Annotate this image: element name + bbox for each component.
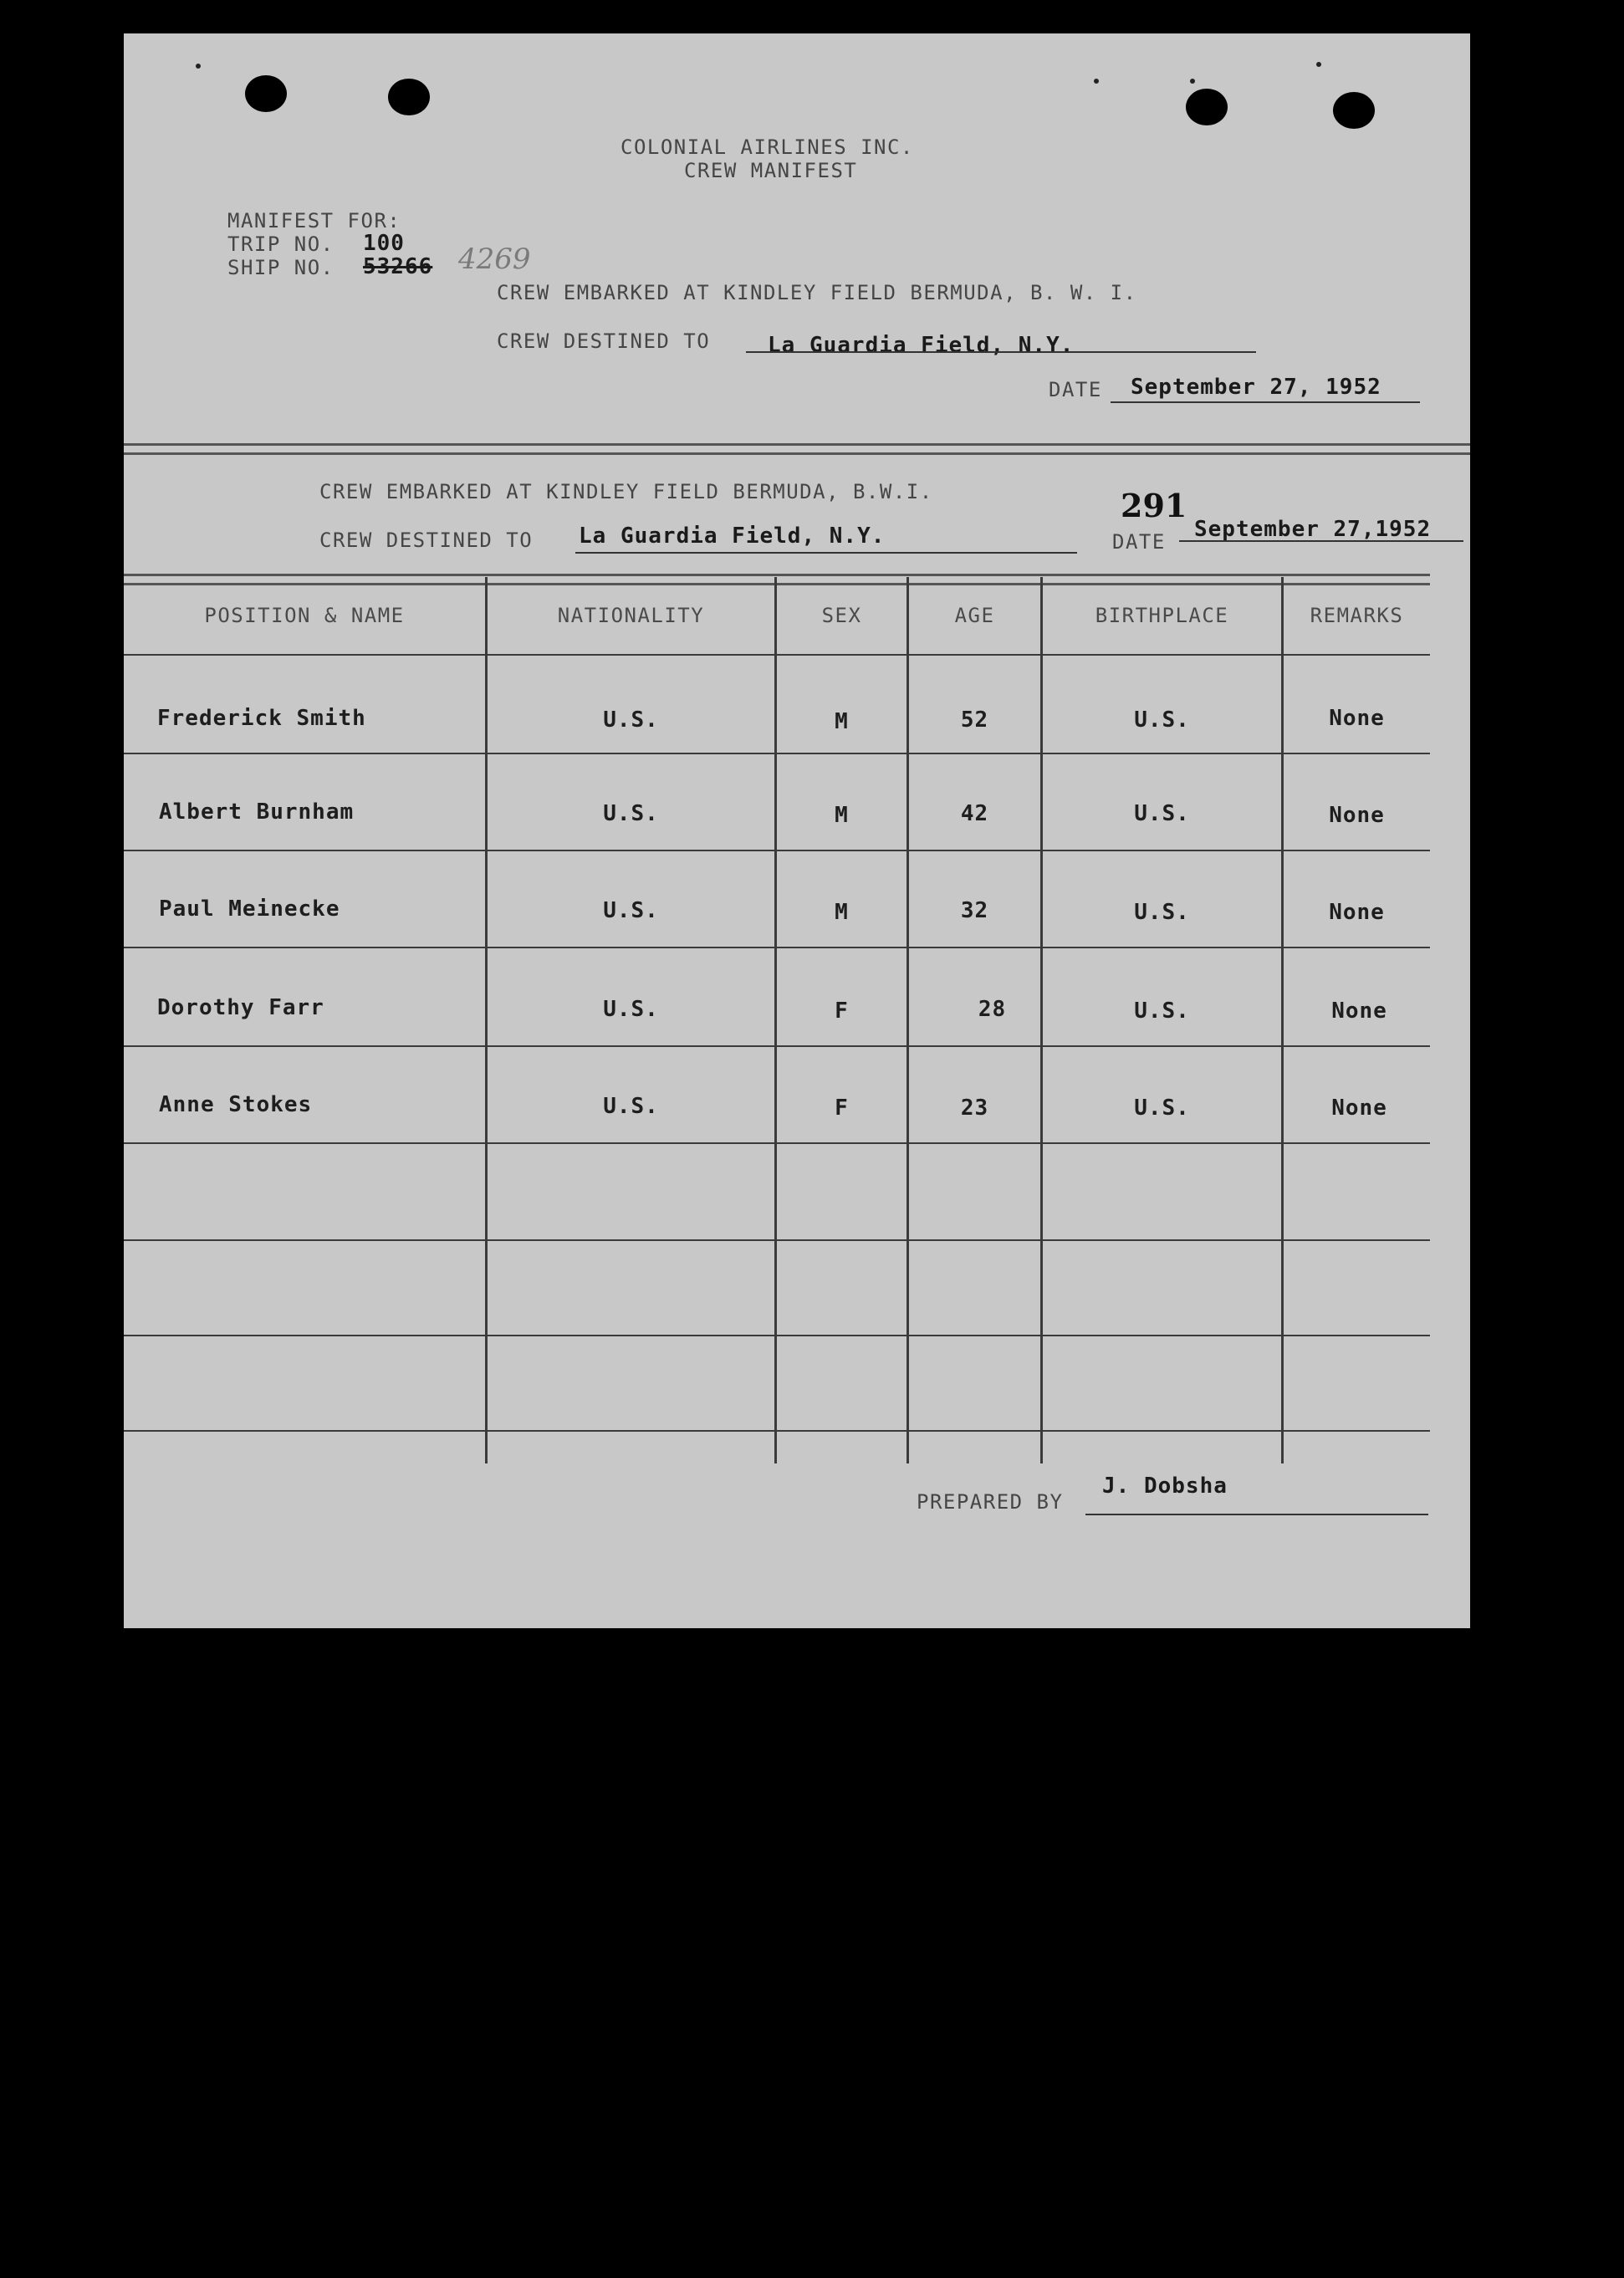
table-row-divider — [124, 1335, 1430, 1336]
speck-icon — [1316, 62, 1321, 67]
date-value: September 27, 1952 — [1131, 375, 1381, 400]
cell-remarks: None — [1329, 803, 1385, 828]
cell-age: 32 — [960, 898, 989, 923]
document-title: CREW MANIFEST — [684, 159, 858, 182]
punch-hole-icon — [1186, 89, 1228, 125]
prepared-by-label: PREPARED BY — [917, 1490, 1064, 1514]
cell-sex: F — [835, 1096, 849, 1121]
table-top-border — [124, 574, 1430, 585]
ship-value-struck: 53266 — [363, 254, 433, 279]
cell-sex: F — [835, 999, 849, 1024]
company-name: COLONIAL AIRLINES INC. — [620, 135, 914, 159]
date-label: DATE — [1049, 378, 1102, 401]
column-header-sex: SEX — [821, 604, 862, 627]
speck-icon — [1094, 79, 1099, 84]
section-destined-underline — [575, 552, 1077, 554]
cell-nationality: U.S. — [603, 707, 659, 733]
table-row-divider — [124, 1142, 1430, 1144]
punch-hole-icon — [245, 75, 287, 112]
punch-hole-icon — [388, 79, 430, 115]
table-row-divider — [124, 850, 1430, 851]
section-date-label: DATE — [1112, 530, 1166, 554]
cell-name: Paul Meinecke — [159, 896, 340, 922]
column-header-birthplace: BIRTHPLACE — [1095, 604, 1229, 627]
table-bottom-border — [124, 1430, 1430, 1432]
cell-name: Dorothy Farr — [157, 995, 324, 1020]
table-header-divider — [124, 654, 1430, 656]
manifest-number: 291 — [1121, 487, 1187, 524]
cell-name: Frederick Smith — [157, 706, 366, 731]
prepared-by-underline — [1085, 1514, 1428, 1515]
section-destined-value: La Guardia Field, N.Y. — [579, 524, 886, 549]
cell-name: Albert Burnham — [159, 799, 355, 825]
cell-age: 52 — [960, 707, 989, 733]
section-destined-label: CREW DESTINED TO — [319, 529, 534, 552]
cell-remarks: None — [1331, 1096, 1387, 1121]
section-date-value: September 27,1952 — [1194, 517, 1432, 542]
cell-nationality: U.S. — [603, 997, 659, 1022]
speck-icon — [196, 64, 201, 69]
cell-age: 28 — [978, 997, 1007, 1022]
cell-sex: M — [835, 709, 849, 734]
date-underline — [1111, 401, 1420, 403]
cell-birthplace: U.S. — [1134, 707, 1190, 733]
cell-remarks: None — [1329, 706, 1385, 731]
cell-sex: M — [835, 900, 849, 925]
cell-nationality: U.S. — [603, 1094, 659, 1119]
table-row-divider — [124, 947, 1430, 948]
column-header-position-name: POSITION & NAME — [204, 604, 405, 627]
manifest-sheet — [124, 33, 1470, 1628]
table-row-divider — [124, 753, 1430, 754]
column-header-nationality: NATIONALITY — [557, 604, 705, 627]
table-row-divider — [124, 1239, 1430, 1241]
cell-birthplace: U.S. — [1134, 999, 1190, 1024]
column-header-age: AGE — [954, 604, 995, 627]
destined-value: La Guardia Field, N.Y. — [768, 333, 1075, 358]
destined-label: CREW DESTINED TO — [497, 329, 711, 353]
speck-icon — [1190, 79, 1195, 84]
destined-underline — [746, 351, 1256, 353]
ship-value-handwritten: 4269 — [458, 243, 531, 276]
cell-sex: M — [835, 803, 849, 828]
cell-nationality: U.S. — [603, 898, 659, 923]
section-date-underline — [1179, 540, 1463, 542]
section-divider — [124, 443, 1470, 455]
section-embarked-label: CREW EMBARKED AT KINDLEY FIELD BERMUDA, B.W.I. — [319, 480, 933, 503]
column-header-remarks: REMARKS — [1310, 604, 1404, 627]
cell-nationality: U.S. — [603, 801, 659, 826]
punch-hole-icon — [1333, 92, 1375, 129]
cell-remarks: None — [1329, 900, 1385, 925]
cell-name: Anne Stokes — [159, 1092, 313, 1117]
trip-value: 100 — [363, 231, 405, 256]
trip-label: TRIP NO. — [227, 232, 335, 256]
cell-birthplace: U.S. — [1134, 900, 1190, 925]
manifest-for-label: MANIFEST FOR: — [227, 209, 401, 232]
table-row-divider — [124, 1045, 1430, 1047]
cell-age: 42 — [960, 801, 989, 826]
cell-remarks: None — [1331, 999, 1387, 1024]
cell-age: 23 — [960, 1096, 989, 1121]
ship-label: SHIP NO. — [227, 256, 335, 279]
cell-birthplace: U.S. — [1134, 1096, 1190, 1121]
prepared-by-value: J. Dobsha — [1102, 1474, 1228, 1499]
cell-birthplace: U.S. — [1134, 801, 1190, 826]
embarked-label: CREW EMBARKED AT KINDLEY FIELD BERMUDA, B. W. I. — [497, 281, 1137, 304]
